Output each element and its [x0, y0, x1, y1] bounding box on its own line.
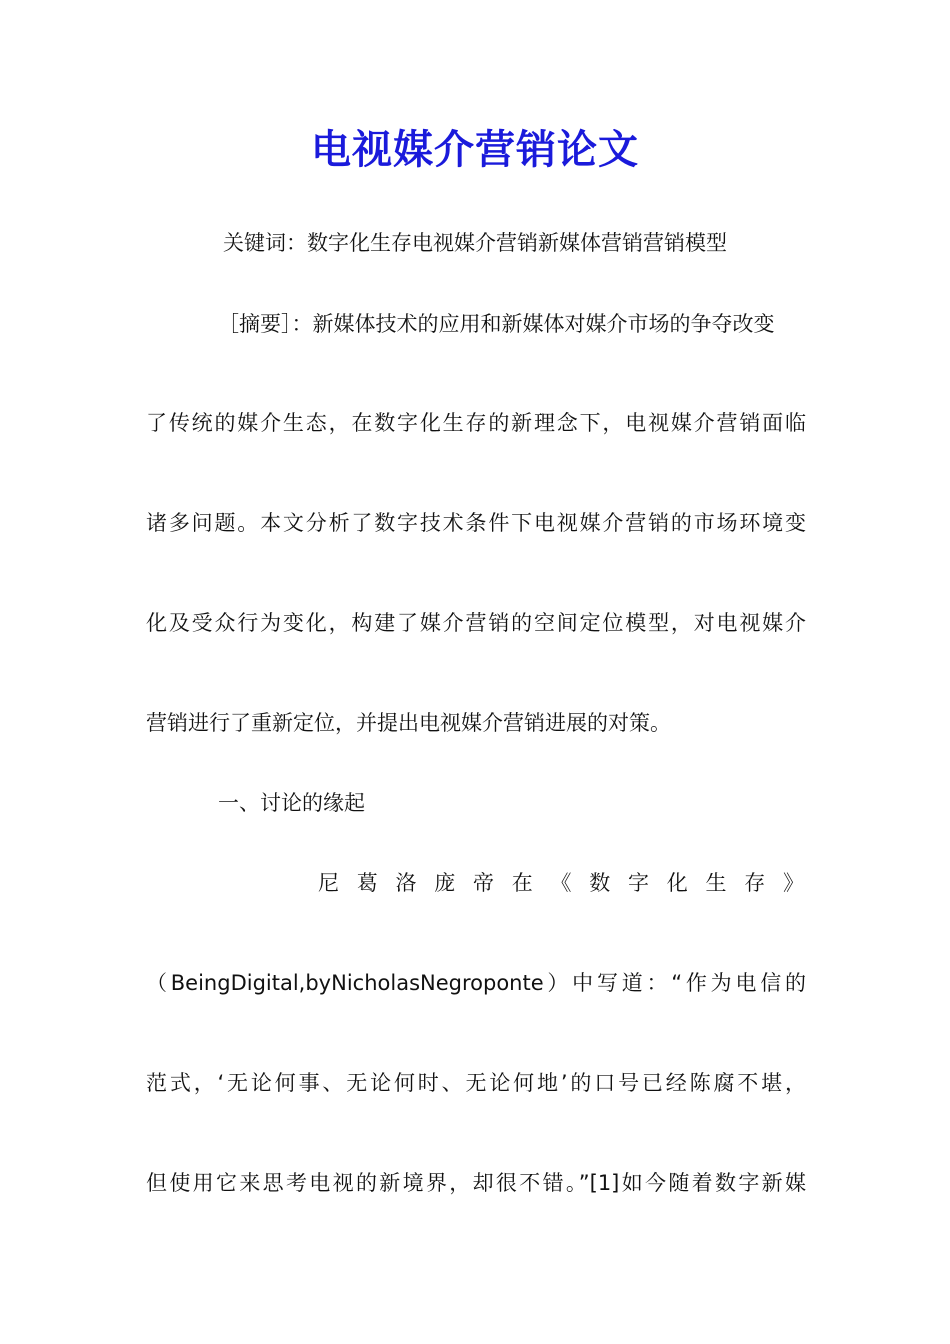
- abstract-line: 营销进行了重新定位，并提出电视媒介营销进展的对策。: [146, 711, 671, 735]
- body-spread-line: 尼葛洛庞帝在《数字化生存》: [318, 871, 804, 895]
- document-title: 电视媒介营销论文: [311, 126, 639, 173]
- body-line: 但使用它来思考电视的新境界，却很不错。”[1]如今随着数字新媒: [146, 1171, 806, 1195]
- body-line: 范式，‘无论何事、无论何时、无论何地’的口号已经陈腐不堪，: [146, 1071, 806, 1095]
- abstract-line: 化及受众行为变化，构建了媒介营销的空间定位模型，对电视媒介: [146, 611, 806, 635]
- body-line: （BeingDigital,byNicholasNegroponte）中写道：“作为电信的: [146, 971, 806, 995]
- section-heading: 一、讨论的缘起: [218, 791, 365, 815]
- abstract-first-line: ［摘要］：新媒体技术的应用和新媒体对媒介市场的争夺改变: [218, 312, 775, 336]
- keywords-line: 关键词：数字化生存电视媒介营销新媒体营销营销模型: [223, 231, 727, 255]
- abstract-line: 了传统的媒介生态，在数字化生存的新理念下，电视媒介营销面临: [146, 411, 806, 435]
- abstract-line: 诸多问题。本文分析了数字技术条件下电视媒介营销的市场环境变: [146, 511, 806, 535]
